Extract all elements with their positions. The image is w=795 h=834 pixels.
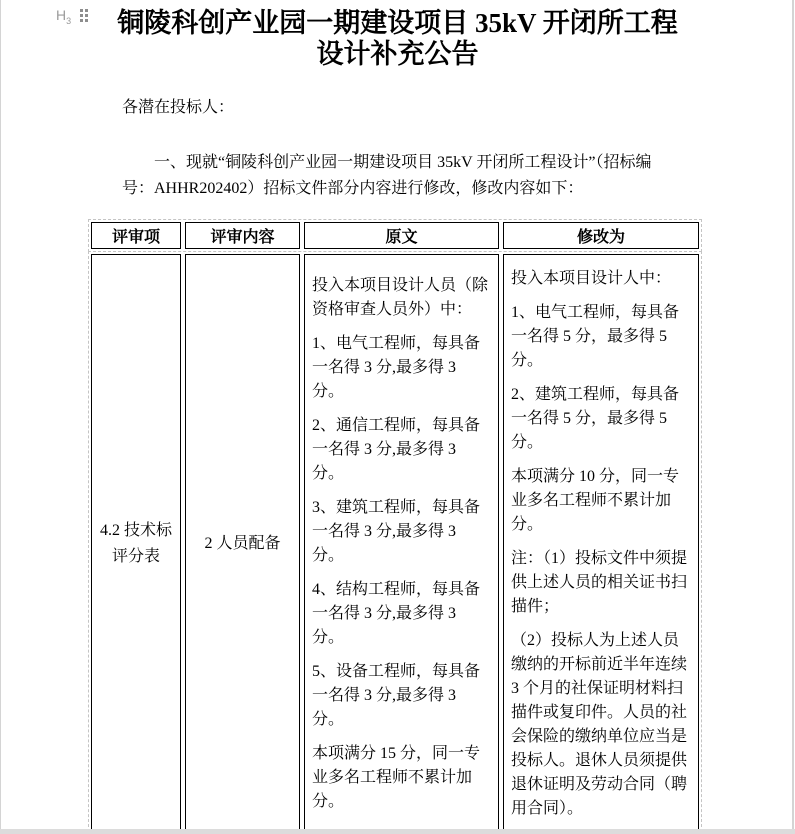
document-title[interactable]: 铜陵科创产业园一期建设项目 35kV 开闭所工程设计补充公告 xyxy=(117,8,678,69)
header-original-text[interactable]: 原文 xyxy=(304,222,499,249)
intro-paragraph[interactable]: 一、现就“铜陵科创产业园一期建设项目 35kV 开闭所工程设计”（招标编号：AHHR202402）招标文件部分内容进行修改，修改内容如下： xyxy=(122,154,652,197)
block-controls xyxy=(56,8,88,28)
heading-label: H xyxy=(56,7,67,23)
original-paragraph: 5、设备工程师，每具备一名得 3 分,最多得 3 分。 xyxy=(312,663,481,728)
cell-original-text[interactable] xyxy=(304,254,499,834)
page-right-edge xyxy=(792,0,794,834)
original-paragraph: 4、结构工程师，每具备一名得 3 分,最多得 3 分。 xyxy=(312,581,481,646)
cell-revised-text[interactable] xyxy=(503,254,699,834)
salutation-paragraph[interactable]: 各潜在投标人： xyxy=(122,99,235,116)
drag-handle-icon[interactable] xyxy=(80,9,88,22)
revision-table xyxy=(88,219,795,834)
original-paragraph: 本项满分 15 分，同一专业多名工程师不累计加分。 xyxy=(312,745,481,810)
original-paragraph: 2、通信工程师，每具备一名得 3 分,最多得 3 分。 xyxy=(312,417,481,482)
table-header-row xyxy=(88,219,702,252)
review-item-text: 4.2 技术标评分表 xyxy=(99,522,172,565)
revised-paragraph: （2）投标人为上述人员缴纳的开标前近半年连续 3 个月的社保证明材料扫描件或复印件。人员的社会保险的缴纳单位应当是投标人。退休人员须提供退休证明及劳动合同（聘用合同）。 xyxy=(511,632,688,817)
original-paragraph: 投入本项目设计人员（除资格审查人员外）中： xyxy=(312,277,489,318)
header-review-item[interactable]: 评审项 xyxy=(91,222,181,249)
revised-paragraph: 2、建筑工程师，每具备一名得 5 分，最多得 5 分。 xyxy=(511,386,680,451)
page-left-edge xyxy=(0,0,1,834)
revised-paragraph: 投入本项目设计人中： xyxy=(511,270,672,287)
heading-level-number: 3 xyxy=(66,15,72,26)
revised-paragraph: 本项满分 10 分，同一专业多名工程师不累计加分。 xyxy=(511,468,680,533)
horizontal-scrollbar[interactable] xyxy=(0,829,795,834)
header-review-content[interactable]: 评审内容 xyxy=(185,222,300,249)
heading-level-indicator xyxy=(56,8,71,28)
header-revised-text[interactable]: 修改为 xyxy=(503,222,699,249)
original-paragraph: 3、建筑工程师，每具备一名得 3 分,最多得 3 分。 xyxy=(312,499,481,564)
cell-review-item[interactable] xyxy=(91,254,181,834)
cell-review-content[interactable] xyxy=(185,254,300,834)
revised-paragraph: 1、电气工程师，每具备一名得 5 分，最多得 5 分。 xyxy=(511,304,680,369)
original-paragraph: 1、电气工程师，每具备一名得 3 分,最多得 3 分。 xyxy=(312,335,481,400)
revised-paragraph: 注：（1）投标文件中须提供上述人员的相关证书扫描件； xyxy=(511,550,688,615)
review-content-text: 2 人员配备 xyxy=(204,535,281,552)
table-row xyxy=(88,251,702,834)
